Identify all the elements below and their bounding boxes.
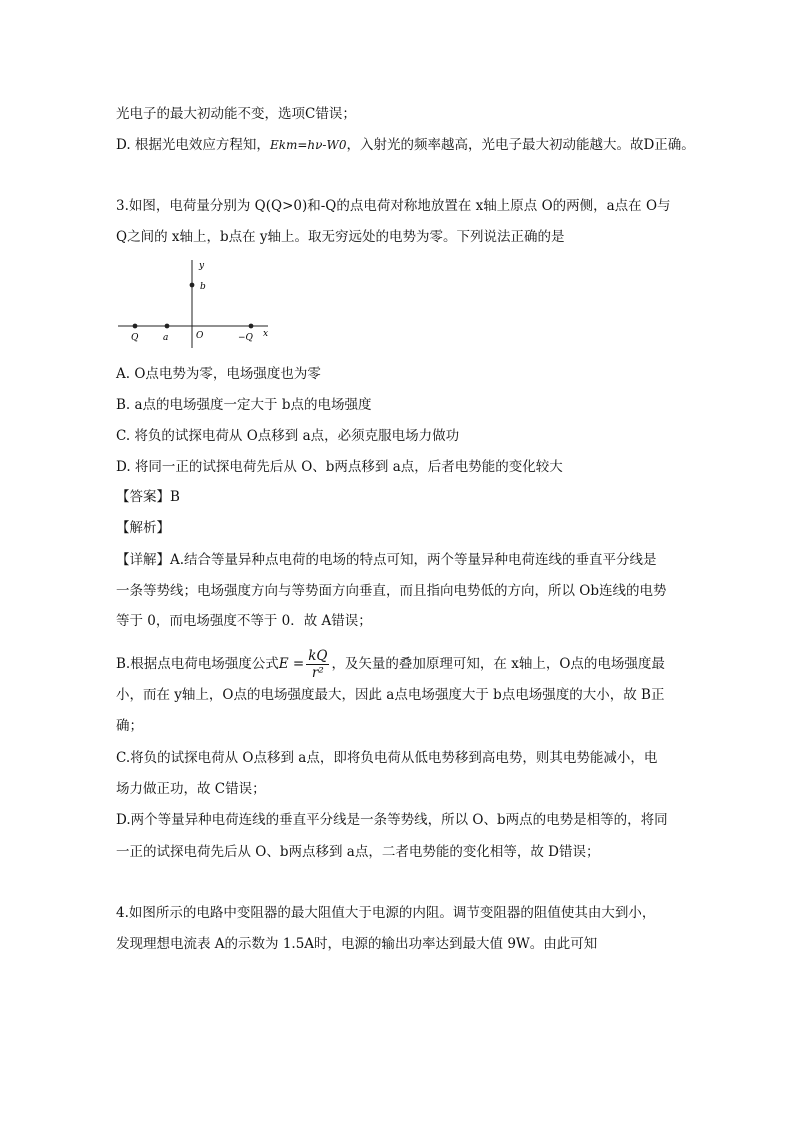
- q3-figure-axes: [110, 256, 280, 348]
- detail-b-suffix: ，及矢量的叠加原理可知，在 x轴上，O点的电场强度最: [331, 656, 665, 672]
- q3-detail-d-line2: 一正的试探电荷先后从 O、b两点移到 a点，二者电势能的变化相等，故 D错误；: [116, 844, 600, 860]
- q3-detail-b-line3: 确；: [116, 718, 143, 734]
- detail-b-prefix: B.根据点电荷电场强度公式: [116, 656, 279, 672]
- q3-stem-line1: 3.如图，电荷量分别为 Q(Q>0)和-Q的点电荷对称地放置在 x轴上原点 O的两侧，a点在 O与: [116, 198, 671, 214]
- q4-stem-line1: 4.如图所示的电路中变阻器的最大阻值大于电源的内阻。调节变阻器的阻值使其由大到小，: [116, 905, 656, 921]
- q3-answer: 【答案】B: [116, 489, 180, 505]
- q3-detail-b-line1: [116, 646, 665, 682]
- point-a: [165, 324, 170, 329]
- charge-neg-q-point: [249, 324, 254, 329]
- q3-option-a: A. O点电势为零，电场强度也为零: [116, 366, 321, 382]
- neg-q-label: −Q: [238, 333, 253, 343]
- a-label: a: [163, 333, 169, 343]
- q3-detail-d-line1: D.两个等量异种电荷连线的垂直平分线是一条等势线，所以 O、b两点的电势是相等的，将同: [116, 812, 668, 828]
- prev-answer-option-d: [116, 135, 695, 155]
- q3-option-d: D. 将同一正的试探电荷先后从 O、b两点移到 a点，后者电势能的变化较大: [116, 459, 563, 475]
- formula-lhs: E =: [278, 656, 305, 672]
- q3-option-c: C. 将负的试探电荷从 O点移到 a点，必须克服电场力做功: [116, 428, 460, 444]
- q3-analysis-title: 【解析】: [116, 520, 170, 536]
- prev-answer-line1: 光电子的最大初动能不变，选项C错误；: [116, 106, 356, 122]
- q3-detail-c-line1: C.将负的试探电荷从 O点移到 a点，即将负电荷从低电势移到高电势，则其电势能减小，电: [116, 750, 658, 766]
- q3-stem-line2: Q之间的 x轴上，b点在 y轴上。取无穷远处的电势为零。下列说法正确的是: [116, 229, 565, 245]
- o-label: O: [196, 331, 204, 341]
- prev-d-prefix: D. 根据光电效应方程知，: [116, 137, 270, 153]
- y-axis-label: y: [199, 261, 205, 271]
- q4-stem-line2: 发现理想电流表 A的示数为 1.5A时，电源的输出功率达到最大值 9W。由此可知: [116, 936, 598, 952]
- q3-detail-b-line2: 小，而在 y轴上，O点的电场强度最大，因此 a点电场强度大于 b点电场强度的大小，故 B正: [116, 687, 665, 703]
- point-b: [190, 283, 195, 288]
- q3-detail-a-line2: 一条等势线；电场强度方向与等势面方向垂直，而且指向电势低的方向，所以 Ob连线的电势: [116, 583, 667, 599]
- charge-q-point: [133, 324, 138, 329]
- q3-option-b: B. a点的电场强度一定大于 b点的电场强度: [116, 397, 372, 413]
- q3-detail-a-line1: 【详解】A.结合等量异种点电荷的电场的特点可知，两个等量异种电荷连线的垂直平分线是: [116, 552, 657, 568]
- q3-detail-a-line3: 等于 0，而电场强度不等于 0．故 A错误；: [116, 613, 372, 629]
- q3-detail-c-line2: 场力做正功，故 C错误；: [116, 781, 266, 797]
- photoelectric-formula: Ekm=hν-W0: [269, 138, 347, 152]
- coulomb-field-formula: [306, 648, 329, 681]
- x-axis-label: x: [263, 329, 269, 339]
- q-label: Q: [131, 333, 139, 343]
- formula-numerator: kQ: [308, 648, 328, 664]
- formula-denominator: r²: [311, 665, 324, 681]
- b-label: b: [200, 282, 206, 292]
- prev-d-suffix: ，入射光的频率越高，光电子最大初动能越大。故D正确。: [346, 137, 695, 153]
